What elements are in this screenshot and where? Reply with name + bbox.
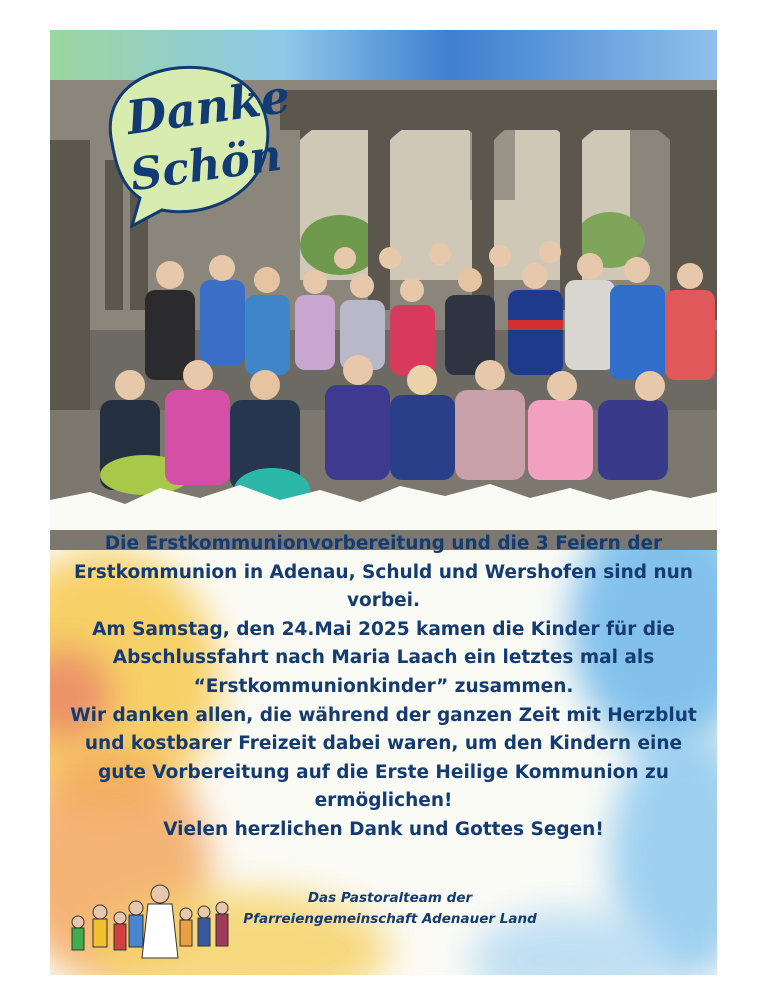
danke-schoen-bubble — [92, 58, 294, 228]
message-line: ermöglichen! — [314, 790, 453, 812]
signature — [200, 888, 580, 930]
message-line: Vielen herzlichen Dank und Gottes Segen! — [163, 818, 604, 840]
message-line: Erstkommunion in Adenau, Schuld und Wershofen sind nun — [74, 561, 693, 583]
message-line: Die Erstkommunionvorbereitung und die 3 Feiern der — [104, 533, 663, 554]
bubble-line-2: Schön — [127, 129, 285, 202]
signature-line-2: Pfarreiengemeinschaft Adenauer Land — [243, 911, 537, 927]
message-line: Wir danken allen, die während der ganzen Zeit mit Herzblut — [70, 704, 697, 726]
message-line: und kostbarer Freizeit dabei waren, um den Kindern eine — [84, 733, 683, 755]
message-line: gute Vorbereitung auf die Erste Heilige Kommunion zu — [98, 761, 669, 783]
bubble-line-1: Danke — [123, 68, 294, 146]
signature-line-1: Das Pastoralteam der — [307, 890, 473, 906]
message-line: Abschlussfahrt nach Maria Laach ein letztes mal als — [112, 647, 655, 669]
message-line: Am Samstag, den 24.Mai 2025 kamen die Kinder für die — [92, 618, 675, 640]
poster — [50, 30, 717, 975]
message-text — [50, 530, 717, 845]
message-line: “Erstkommunionkinder” zusammen. — [193, 675, 574, 697]
message-line: vorbei. — [346, 590, 421, 612]
